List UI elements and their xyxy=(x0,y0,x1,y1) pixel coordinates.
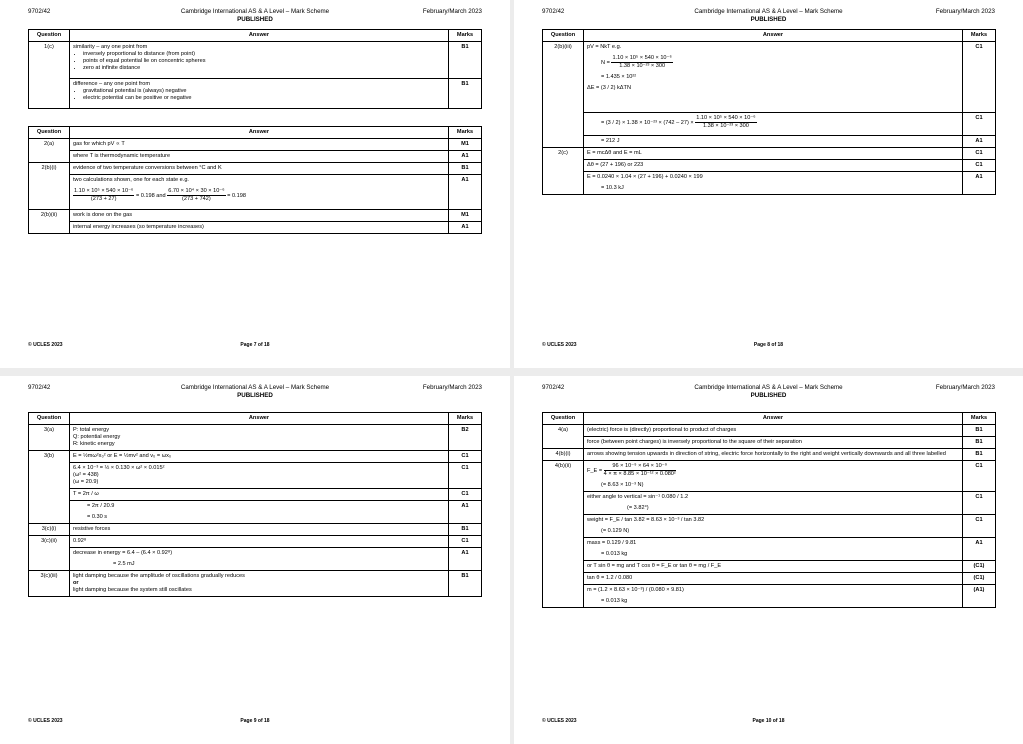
col-answer: Answer xyxy=(70,30,449,42)
fraction: $\frac{\text{6.70 × 10⁴ × 30 × 10⁻⁶}}{(273 + 742)}$ xyxy=(168,188,225,202)
table-row: 2(b)(ii) work is done on the gas M1 xyxy=(29,210,482,222)
table-row: 3(c)(ii) 0.92⁸ C1 xyxy=(29,536,482,548)
table-row: 3(c)(i) resistive forces B1 xyxy=(29,524,482,536)
marks-cell: B1 xyxy=(449,79,482,109)
table-row: Δθ = (27 + 196) or 223 C1 xyxy=(543,160,996,172)
table-row: = 212 J A1 xyxy=(543,136,996,148)
table-row: = 2π / 20.9 = 0.30 s A1 xyxy=(29,501,482,524)
table-row: either angle to vertical = sin⁻¹ 0.080 / 1.2 (= 3.82°) C1 xyxy=(543,492,996,515)
table-row: 3(c)(iii) light damping because the amplitude of oscillations gradually reduces or light damping because the system still oscillates B1 xyxy=(29,571,482,597)
mark-table xyxy=(28,126,482,234)
col-marks: Marks xyxy=(449,30,482,42)
mark-table: Question Answer Marks 3(a) P: total energy Q: potential energy R: kinetic energy B2 3(b) E = ½mω²x₀² or E = ½mv² and v₀ = ωx₀ C1 6.4 × 10⁻³ = ½ × 0.130 × ω² × 0.015² (ω² = 438) (ω = 20.9) C1 T = 2π / ω C1 = 2π / 20.9 = 0.30 s A1 3(c)(i) resistive forces B1 3(c)(ii) 0.92⁸ C1 decrease in energy = 6.4 – (6.4 × 0.92⁸) = 2.5 mJ A1 3(c)(iii) light damping because the amplitude of oscillations gradually reduces or light damping because the system still oscillates B1 xyxy=(28,412,482,597)
col-question: Question xyxy=(29,30,70,42)
page-header: 9702/42 Cambridge International AS & A Level – Mark Scheme PUBLISHED February/March 2023 xyxy=(542,8,995,23)
mark-table: Question Answer Marks 2(b)(iii) pV = NkT e.g. N = $\frac{\text{1.10 × 10⁵ × 540 × 10⁻⁶}}{\text{1.38 × 10⁻²³ × 300}}$ = 1.435 × 10²² ΔE = (3 / 2) kΔTN C1 = (3 / 2) × 1.38 × 10⁻²³ × (742 – 27) × $\frac{\text{1.10 × 10⁵ × 540 × 10⁻⁶}}{\text{1.38 × 10⁻²³ × 300}}$ C1 = 212 J A1 2(c) E = mcΔθ and E = mL C1 Δθ = (27 + 196) or 223 C1 E = 0.0240 × 1.04 × (27 + 196) + 0.0240 × 199 = 10.3 kJ A1 xyxy=(542,29,996,195)
table-row: 4(b)(ii) F_E = $\frac{\text{96 × 10⁻⁹ × 64 × 10⁻⁹}}{\text{4 × π × 8.85 × 10⁻¹² × 0.080²}}$ (= 8.63 × 10⁻³ N) C1 xyxy=(543,461,996,492)
question-cell: 1(c) xyxy=(29,42,70,109)
table-row: 4(b)(i) arrows showing tension upwards in direction of string, electric force horizontally to the right and weight vertically downwards and all three labelled B1 xyxy=(543,449,996,461)
list-item: • inversely proportional to distance (from point) xyxy=(83,51,445,58)
mark-table xyxy=(28,29,482,109)
page-header xyxy=(28,8,482,26)
table-row: 2(b)(iii) pV = NkT e.g. N = $\frac{\text{1.10 × 10⁵ × 540 × 10⁻⁶}}{\text{1.38 × 10⁻²³ × 300}}$ = 1.435 × 10²² ΔE = (3 / 2) kΔTN C1 xyxy=(543,42,996,113)
fraction: $\frac{\text{1.10 × 10⁵ × 540 × 10⁻⁶}}{(273 + 27)}$ xyxy=(74,188,134,202)
table-row: tan θ = 1.2 / 0.080 (C1) xyxy=(543,573,996,585)
table-row: m = (1.2 × 8.63 × 10⁻³) / (0.080 × 9.81) = 0.013 kg (A1) xyxy=(543,585,996,608)
doc-status: PUBLISHED xyxy=(237,15,273,23)
mark-table: Question Answer Marks 4(a) (electric) force is (directly) proportional to product of charges B1 force (between point charges) is inversely proportional to the square of their separation B1 4(b)(i) arrows showing tension upwards in direction of string, electric force horizontally to the right and weight vertically downwards and all three labelled B1 4(b)(ii) F_E = $\frac{\text{96 × 10⁻⁹ × 64 × 10⁻⁹}}{\text{4 × π × 8.85 × 10⁻¹² × 0.080²}}$ (= 8.63 × 10⁻³ N) C1 either angle to vertical = sin⁻¹ 0.080 / 1.2 (= 3.82°) C1 weight = F_E / tan 3.82 = 8.63 × 10⁻³ / tan 3.82 (= 0.129 N) C1 mass = 0.129 / 9.81 = 0.013 kg A1 or T sin θ = mg and T cos θ = F_E or tan θ = mg / F_E (C1) tan θ = 1.2 / 0.080 (C1) m = (1.2 × 8.63 × 10⁻³) / (0.080 × 9.81) = 0.013 kg (A1) xyxy=(542,412,996,608)
page-number: Page 8 of 18 xyxy=(753,342,784,348)
list-item: • points of equal potential lie on concentric spheres xyxy=(83,58,445,65)
page-number: Page 10 of 18 xyxy=(752,718,785,724)
table-row: 2(a) gas for which pV ∝ T M1 xyxy=(29,139,482,151)
page-9: 9702/42 Cambridge International AS & A Level – Mark Scheme PUBLISHED February/March 2023 Question Answer Marks 3(a) P: total energy Q: potential energy R: kinetic energy B2 3(b) E = ½mω²x₀² or E = ½mv² and v₀ = ωx₀ C1 6.4 × 10⁻³ = ½ × 0.130 × ω² × 0.015² (ω² = 438) (ω = 20.9) C1 T = 2π / ω C1 = 2π / 20.9 = 0.30 s A1 3(c)(i) resistive forces B1 3(c)(ii) 0.92⁸ C1 decrease in energy = 6.4 – (6.4 × 0.92⁸) = 2.5 mJ A1 3(c)(iii) light damping because the amplitude of oscillations gradually reduces or light damping because the system still oscillates B1 © UCLES 2023 Page 9 of 18 xyxy=(0,376,510,744)
table-row: T = 2π / ω C1 xyxy=(29,489,482,501)
table-row: two calculations shown, one for each state e.g. $\frac{\text{1.10 × 10⁵ × 540 × 10⁻⁶}}{(273 + 27)}$ = 0.198 and $\frac{\text{6.70 × 10⁴ × 30 × 10⁻⁶}}{(273 + 742)}$ = 0.198 A1 xyxy=(29,175,482,210)
list-item: • gravitational potential is (always) negative xyxy=(83,88,445,95)
table-row: 3(a) P: total energy Q: potential energy R: kinetic energy B2 xyxy=(29,425,482,451)
answer-cell: difference – any one point from • gravitational potential is (always) negative • electric potential can be positive or negative xyxy=(70,79,449,109)
exam-date: February/March 2023 xyxy=(422,8,482,15)
table-row: 4(a) (electric) force is (directly) proportional to product of charges B1 xyxy=(543,425,996,437)
page-header: 9702/42 Cambridge International AS & A Level – Mark Scheme PUBLISHED February/March 2023 xyxy=(542,384,995,399)
table-row: weight = F_E / tan 3.82 = 8.63 × 10⁻³ / tan 3.82 (= 0.129 N) C1 xyxy=(543,515,996,538)
table-row xyxy=(29,42,482,79)
page-7 xyxy=(0,0,510,368)
syllabus-code: 9702/42 xyxy=(28,8,51,15)
table-row: internal energy increases (so temperature increases) A1 xyxy=(29,222,482,234)
list-item: • electric potential can be positive or negative xyxy=(83,95,445,102)
table-row: 3(b) E = ½mω²x₀² or E = ½mv² and v₀ = ωx₀ C1 xyxy=(29,451,482,463)
page-8: 9702/42 Cambridge International AS & A Level – Mark Scheme PUBLISHED February/March 2023 Question Answer Marks 2(b)(iii) pV = NkT e.g. N = $\frac{\text{1.10 × 10⁵ × 540 × 10⁻⁶}}{\text{1.38 × 10⁻²³ × 300}}$ = 1.435 × 10²² ΔE = (3 / 2) kΔTN C1 = (3 / 2) × 1.38 × 10⁻²³ × (742 – 27) × $\frac{\text{1.10 × 10⁵ × 540 × 10⁻⁶}}{\text{1.38 × 10⁻²³ × 300}}$ C1 = 212 J A1 2(c) E = mcΔθ and E = mL C1 Δθ = (27 + 196) or 223 C1 E = 0.0240 × 1.04 × (27 + 196) + 0.0240 × 199 = 10.3 kJ A1 © UCLES 2023 Page 8 of 18 xyxy=(514,0,1023,368)
table-row: mass = 0.129 / 9.81 = 0.013 kg A1 xyxy=(543,538,996,561)
page-number: Page 7 of 18 xyxy=(240,342,270,348)
page-10: 9702/42 Cambridge International AS & A Level – Mark Scheme PUBLISHED February/March 2023 Question Answer Marks 4(a) (electric) force is (directly) proportional to product of charges B1 force (between point charges) is inversely proportional to the square of their separation B1 4(b)(i) arrows showing tension upwards in direction of string, electric force horizontally to the right and weight vertically downwards and all three labelled B1 4(b)(ii) F_E = $\frac{\text{96 × 10⁻⁹ × 64 × 10⁻⁹}}{\text{4 × π × 8.85 × 10⁻¹² × 0.080²}}$ (= 8.63 × 10⁻³ N) C1 either angle to vertical = sin⁻¹ 0.080 / 1.2 (= 3.82°) C1 weight = F_E / tan 3.82 = 8.63 × 10⁻³ / tan 3.82 (= 0.129 N) C1 mass = 0.129 / 9.81 = 0.013 kg A1 or T sin θ = mg and T cos θ = F_E or tan θ = mg / F_E (C1) tan θ = 1.2 / 0.080 (C1) m = (1.2 × 8.63 × 10⁻³) / (0.080 × 9.81) = 0.013 kg (A1) © UCLES 2023 Page 10 of 18 xyxy=(514,376,1023,744)
col-question: Question xyxy=(29,127,70,139)
table-row: 2(c) E = mcΔθ and E = mL C1 xyxy=(543,148,996,160)
col-answer: Answer xyxy=(70,127,449,139)
table-row: 2(b)(i) evidence of two temperature conversions between °C and K B1 xyxy=(29,163,482,175)
page-number: Page 9 of 18 xyxy=(240,718,270,724)
list-item: • zero at infinite distance xyxy=(83,65,445,72)
marks-cell: B1 xyxy=(449,42,482,79)
table-row: 6.4 × 10⁻³ = ½ × 0.130 × ω² × 0.015² (ω² = 438) (ω = 20.9) C1 xyxy=(29,463,482,489)
table-row: force (between point charges) is inversely proportional to the square of their separation B1 xyxy=(543,437,996,449)
doc-title: Cambridge International AS & A Level – Mark Scheme xyxy=(180,8,330,15)
table-row: decrease in energy = 6.4 – (6.4 × 0.92⁸) = 2.5 mJ A1 xyxy=(29,548,482,571)
table-row: or T sin θ = mg and T cos θ = F_E or tan θ = mg / F_E (C1) xyxy=(543,561,996,573)
copyright: © UCLES 2023 xyxy=(28,342,63,348)
table-row xyxy=(29,79,482,109)
table-row: E = 0.0240 × 1.04 × (27 + 196) + 0.0240 × 199 = 10.3 kJ A1 xyxy=(543,172,996,195)
table-row: = (3 / 2) × 1.38 × 10⁻²³ × (742 – 27) × $\frac{\text{1.10 × 10⁵ × 540 × 10⁻⁶}}{\text{1.38 × 10⁻²³ × 300}}$ C1 xyxy=(543,113,996,136)
table-row: where T is thermodynamic temperature A1 xyxy=(29,151,482,163)
answer-cell: similarity – any one point from • inversely proportional to distance (from point) • points of equal potential lie on concentric spheres • zero at infinite distance xyxy=(70,42,449,79)
page-header: 9702/42 Cambridge International AS & A Level – Mark Scheme PUBLISHED February/March 2023 xyxy=(28,384,482,399)
col-marks: Marks xyxy=(449,127,482,139)
